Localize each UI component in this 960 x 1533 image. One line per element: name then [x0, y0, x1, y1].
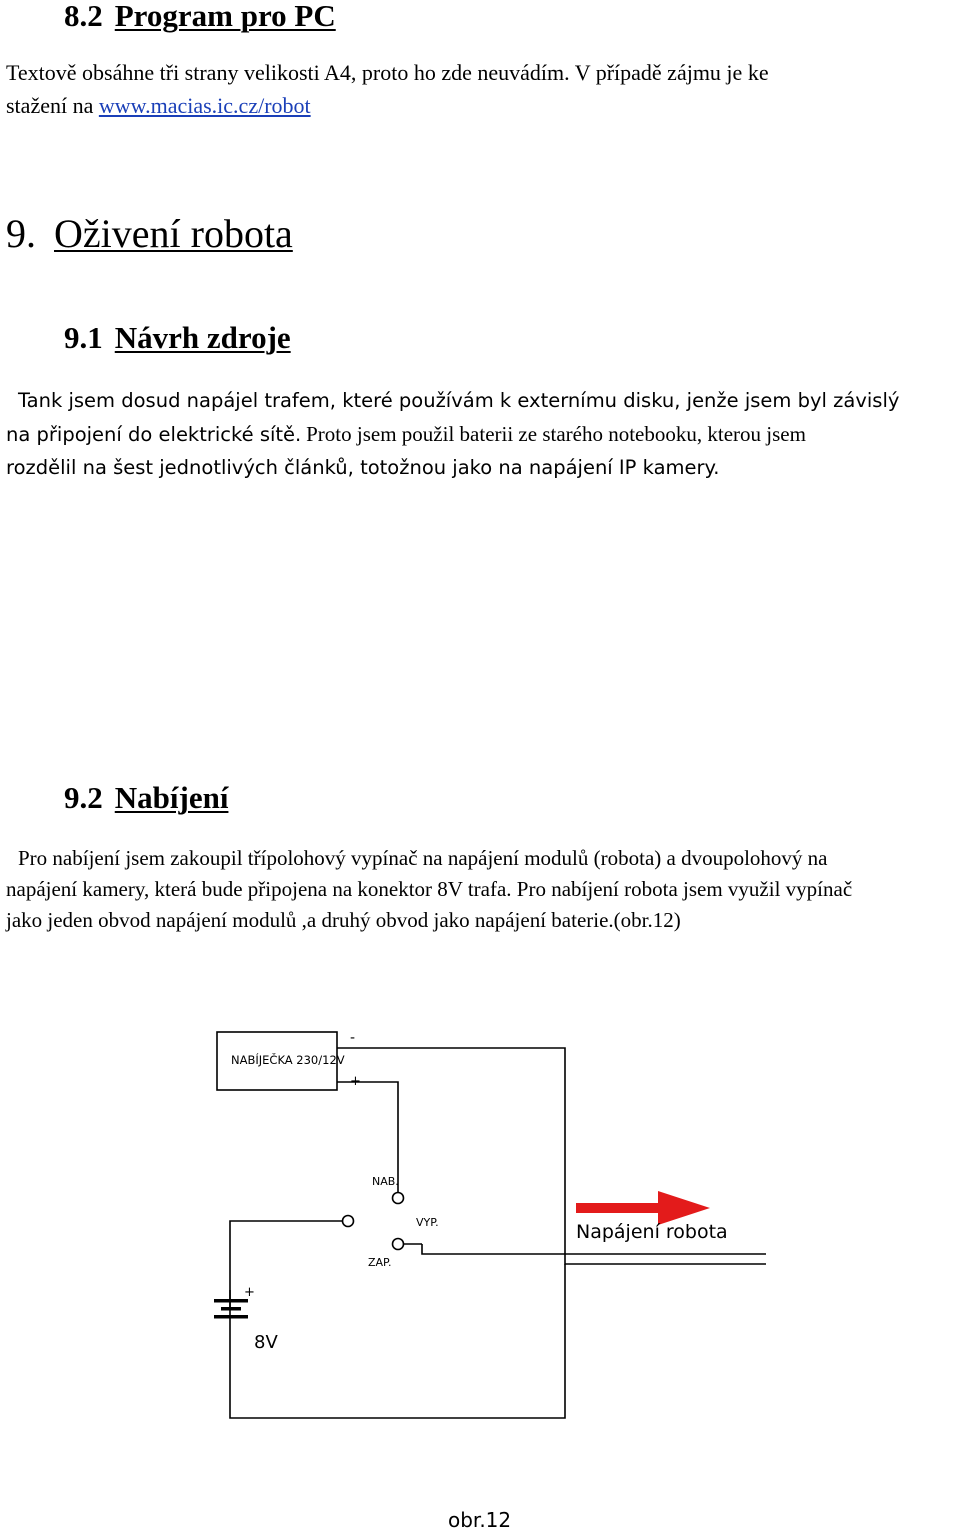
heading-number: 8.2 [64, 0, 103, 33]
paragraph-line [6, 93, 311, 119]
heading-number: 9.1 [64, 320, 103, 355]
heading-9-2 [64, 780, 228, 816]
paragraph-line: rozdělil na šest jednotlivých článků, totožnou jako na napájení IP kamery. [6, 456, 720, 479]
switch-terminal-zap [393, 1239, 404, 1250]
heading-title: Nabíjení [114, 780, 229, 815]
paragraph-line: jako jeden obvod napájení modulů ,a druhý obvod jako napájení baterie.(obr.12) [6, 908, 681, 932]
paragraph-text: Proto jsem použil baterii ze starého notebooku, kterou jsem [306, 422, 806, 446]
arrow-icon [576, 1191, 710, 1225]
switch-label-vyp: VYP. [416, 1216, 439, 1229]
heading-number: 9.2 [64, 780, 103, 815]
battery-plus-label: + [244, 1285, 255, 1300]
charger-label: NABÍJEČKA 230/12V [231, 1053, 345, 1067]
figure-caption: obr.12 [448, 1508, 512, 1532]
heading-title: Návrh zdroje [114, 320, 291, 355]
heading-title: Program pro PC [114, 0, 336, 33]
paragraph-line: Textově obsáhne tři strany velikosti A4, proto ho zde neuvádím. V případě zájmu je ke [6, 60, 769, 85]
paragraph-line: Tank jsem dosud napájel trafem, které používám k externímu disku, jenže jsem byl závislý [18, 389, 900, 412]
paragraph-line: napájení kamery, která bude připojena na konektor 8V trafa. Pro nabíjení robota jsem využil vypínač [6, 877, 853, 901]
switch-label-nab: NAB. [372, 1175, 399, 1188]
paragraph-line-mixed [6, 422, 954, 447]
paragraph-text: na připojení do elektrické sítě. [6, 423, 302, 446]
battery-symbol [214, 1299, 248, 1319]
output-label: Napájení robota [576, 1221, 728, 1243]
heading-title: Oživení robota [54, 211, 293, 256]
paragraph-line: Pro nabíjení jsem zakoupil třípolohový vypínač na napájení modulů (robota) a dvoupolohový na [18, 846, 828, 870]
paragraph-text: stažení na [6, 93, 99, 118]
wire-common [230, 1221, 565, 1418]
circuit-diagram [200, 1018, 780, 1438]
switch-terminal-nab [393, 1193, 404, 1204]
switch-terminal-common [343, 1216, 354, 1227]
battery-voltage-label: 8V [254, 1332, 278, 1353]
heading-9 [6, 210, 293, 257]
heading-9-1 [64, 320, 291, 356]
wire-output [422, 1244, 766, 1254]
charger-plus-label: + [350, 1074, 361, 1089]
heading-8-2 [64, 0, 336, 34]
switch-label-zap: ZAP. [368, 1256, 392, 1269]
charger-minus-label: - [350, 1030, 356, 1046]
heading-number: 9. [6, 211, 36, 256]
download-link[interactable]: www.macias.ic.cz/robot [98, 93, 311, 118]
